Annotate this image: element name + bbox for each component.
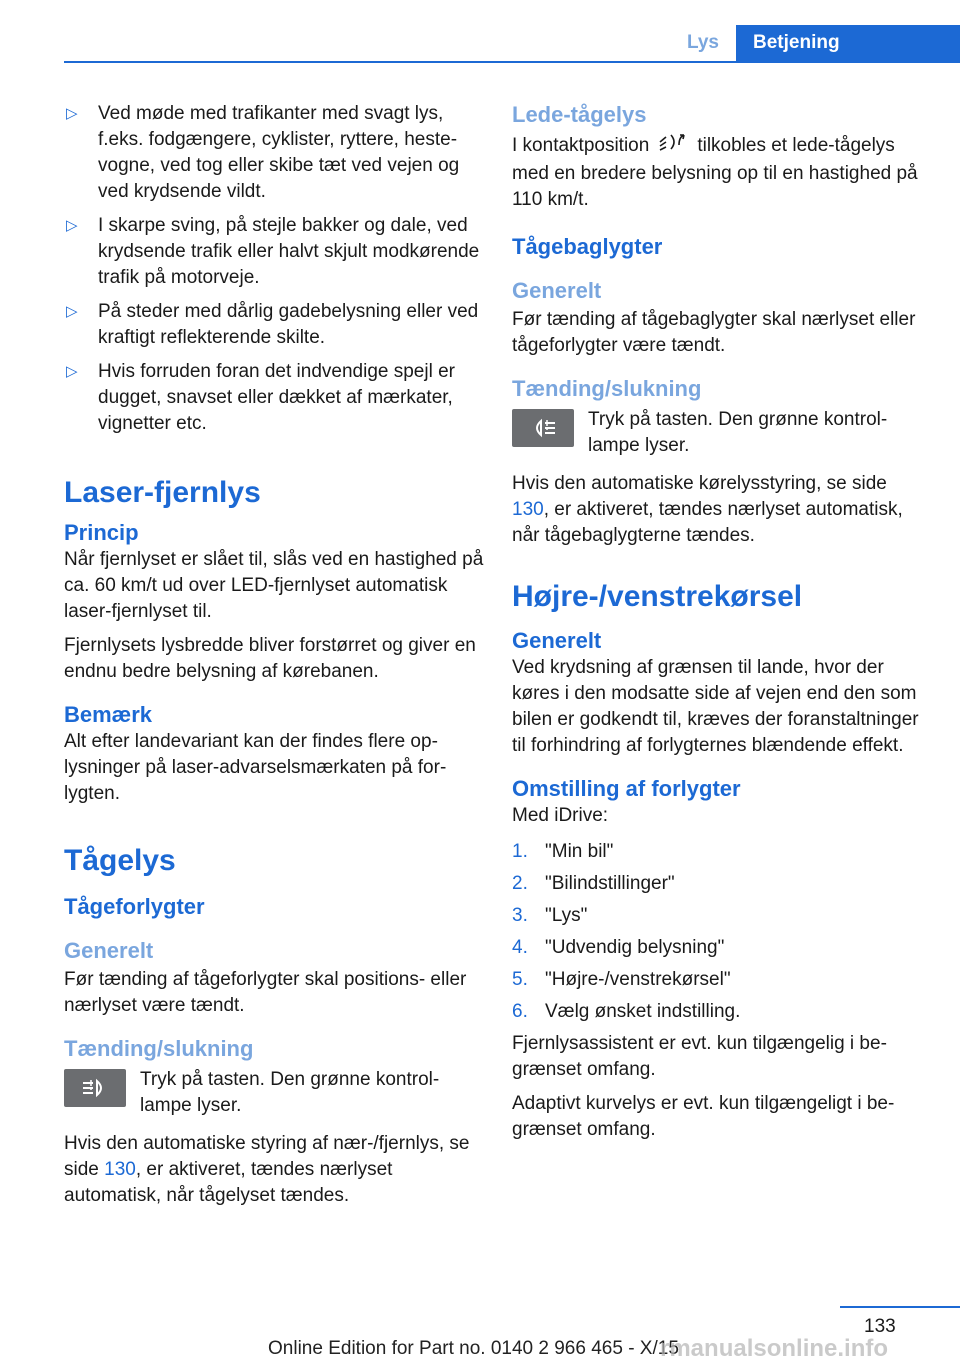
- header-rule: [64, 61, 960, 63]
- rear-fog-light-button-icon: [512, 409, 574, 447]
- page-link[interactable]: 130: [104, 1159, 136, 1180]
- list-item: ▷ I skarpe sving, på stejle bakker og dale, ved krydsende trafik eller halvt skjult modkørende trafik på motorveje.: [66, 215, 480, 288]
- footer-rule: [840, 1306, 960, 1308]
- paragraph: Før tænding af tågebaglygter skal nærlyset eller tågeforlygter være tændt.: [512, 309, 916, 356]
- page-link[interactable]: 130: [512, 499, 544, 520]
- heading-generelt: Generelt: [512, 628, 602, 653]
- steps-list: [512, 839, 928, 1025]
- list-item: 1. "Min bil": [512, 841, 614, 862]
- triangle-bullet-icon: ▷: [66, 217, 78, 234]
- paragraph: Alt efter landevariant kan der findes flere oplysninger på laser-advarselsmærkaten på forlygten.: [64, 731, 447, 804]
- button-instruction: [512, 407, 928, 459]
- list-item: 2. "Bilindstillinger": [512, 873, 675, 894]
- paragraph: Fjernlysets lysbredde bliver forstørret og giver en endnu bedre belysning af kørebanen.: [64, 635, 476, 682]
- list-item: 6. Vælg ønsket indstilling.: [512, 1001, 741, 1022]
- ignition-position-icon: [657, 131, 689, 161]
- front-fog-light-button-icon: [64, 1069, 126, 1107]
- triangle-bullet-icon: ▷: [66, 363, 78, 380]
- heading-princip: Princip: [64, 520, 139, 545]
- paragraph: Adaptivt kurvelys er evt. kun tilgængeligt i begrænset omfang.: [512, 1093, 895, 1140]
- left-column: [64, 101, 484, 1217]
- paragraph: Hvis den automatiske kørelysstyring, se side 130, er aktiveret, tændes nærlyset automatisk, når tågebaglygterne tændes.: [512, 473, 903, 546]
- paragraph: Når fjernlyset er slået til, slås ved en hastighed på ca. 60 km/t ud over LED-fjernlyset automatisk laser-fjernlyset til.: [64, 549, 484, 622]
- heading-omstilling-af-forlygter: Omstilling af forlygter: [512, 776, 741, 801]
- list-item: ▷ Ved møde med trafikanter med svagt lys, f.eks. fodgængere, cyklister, ryttere, hestevogne, ved tog eller skibe tæt ved vejen og ved krydsende vildt.: [66, 103, 460, 202]
- heading-generelt: Generelt: [64, 938, 154, 963]
- paragraph: I kontaktposition tilkobles et lede-tågelys med en bredere belysning op til en hastighed på 110 km/t.: [512, 131, 928, 213]
- list-item: 5. "Højre-/venstrekørsel": [512, 969, 731, 990]
- button-instruction: [64, 1067, 484, 1119]
- heading-taagelys: Tågelys: [64, 844, 176, 877]
- list-item: ▷ På steder med dårlig gadebelysning eller ved kraftigt reflekterende skilte.: [66, 301, 479, 348]
- paragraph: Før tænding af tågeforlygter skal positions- eller nærlyset være tændt.: [64, 969, 467, 1016]
- paragraph: Fjernlysassistent er evt. kun tilgængelig i begrænset omfang.: [512, 1033, 887, 1080]
- list-item: 4. "Udvendig belysning": [512, 937, 725, 958]
- bullet-list: [64, 101, 484, 437]
- heading-generelt: Generelt: [512, 278, 602, 303]
- edition-footer: Online Edition for Part no. 0140 2 966 465 - X/15: [268, 1338, 679, 1359]
- tab-chapter-betjening[interactable]: Betjening: [736, 25, 960, 61]
- watermark: rmanualsonline.info: [660, 1335, 889, 1362]
- triangle-bullet-icon: ▷: [66, 105, 78, 122]
- list-item: ▷ Hvis forruden foran det indvendige spejl er dugget, snavset eller dækket af mærkater, vignetter etc.: [66, 361, 455, 434]
- heading-taagebaglygter: Tågebaglygter: [512, 234, 663, 259]
- button-instruction-text: Tryk på tasten. Den grønne kontrollampe lyser.: [140, 1069, 440, 1116]
- paragraph: Med iDrive:: [512, 805, 609, 826]
- triangle-bullet-icon: ▷: [66, 303, 78, 320]
- page-number: 133: [864, 1316, 896, 1337]
- heading-taageforlygter: Tågeforlygter: [64, 894, 205, 919]
- paragraph: Hvis den automatiske styring af nær-/fjernlys, se side 130, er aktiveret, tændes nærlyset automatisk, når tågelyset tændes.: [64, 1133, 470, 1206]
- heading-hoejre-venstrekoersel: Højre-/venstrekørsel: [512, 580, 803, 613]
- tab-section-lys[interactable]: Lys: [686, 32, 720, 53]
- heading-lede-taagelys: Lede-tågelys: [512, 102, 647, 127]
- heading-taending-slukning: Tænding/slukning: [64, 1036, 254, 1061]
- list-item: 3. "Lys": [512, 905, 588, 926]
- paragraph: Ved krydsning af grænsen til lande, hvor der køres i den modsatte side af vejen end den som bilen er godkendt til, kræves der foranstaltninger til forhindring af forlygternes blændende effekt.: [512, 657, 919, 756]
- right-column: [512, 101, 928, 1151]
- heading-bemaerk: Bemærk: [64, 702, 153, 727]
- heading-laser-fjernlys: Laser-fjernlys: [64, 476, 261, 509]
- heading-taending-slukning: Tænding/slukning: [512, 376, 702, 401]
- button-instruction-text: Tryk på tasten. Den grønne kontrollampe lyser.: [588, 409, 888, 456]
